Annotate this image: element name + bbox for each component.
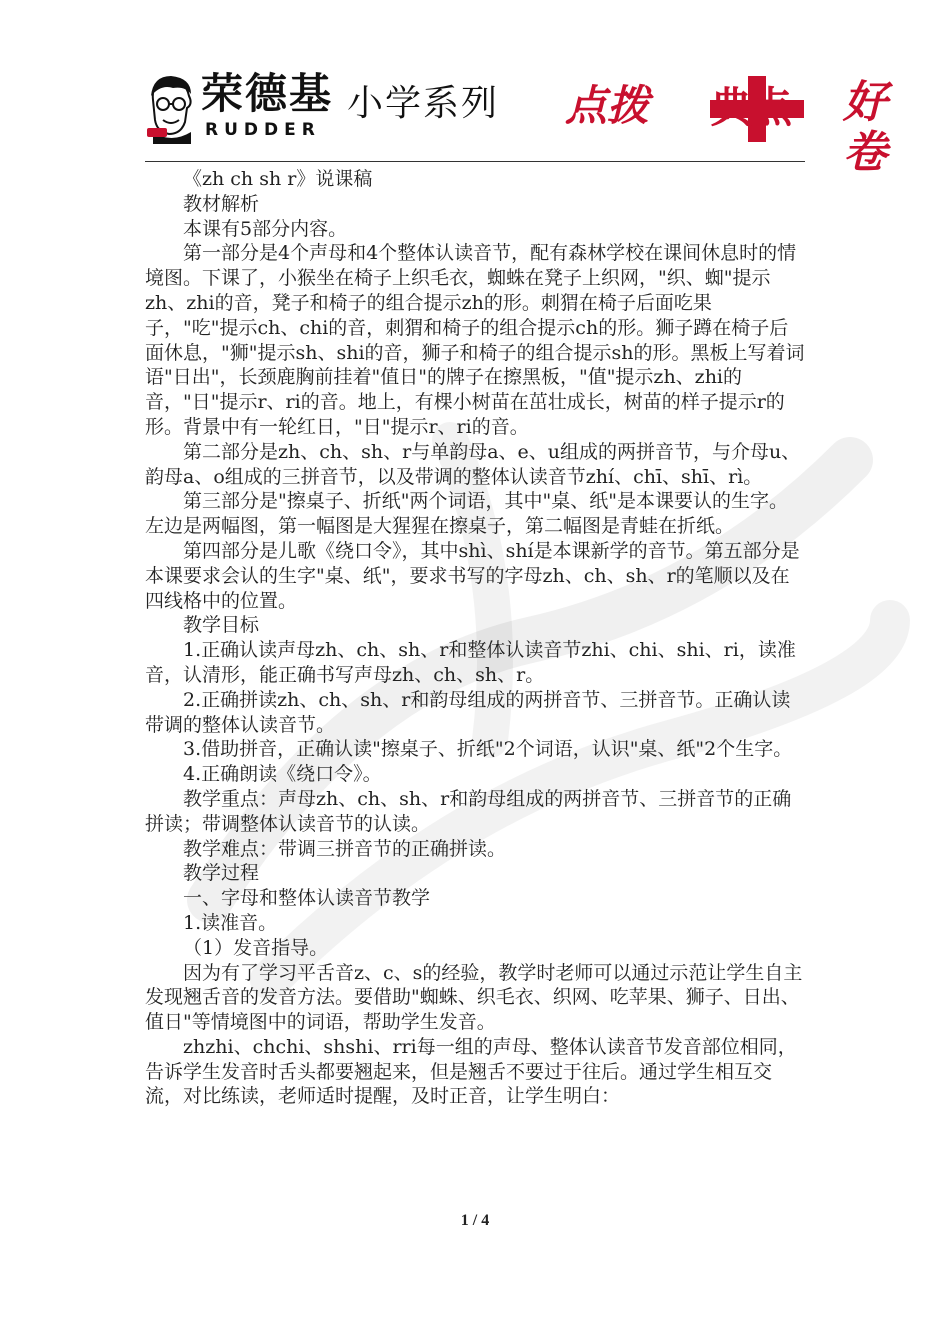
document-body bbox=[145, 167, 805, 1109]
page-total: 4 bbox=[481, 1212, 490, 1229]
brand-name-english: RUDDER bbox=[205, 120, 321, 140]
paragraph: 第一部分是4个声母和4个整体认读音节，配有森林学校在课间休息时的情境图。下课了，小猴坐在椅子上织毛衣，蜘蛛在凳子上织网，"织、蜘"提示zh、zhi的音，凳子和椅子的组合提示zh的形。刺猬在椅子后面吃果子，"吃"提示ch、chi的音，刺猬和椅子的组合提示ch的形。狮子蹲在椅子后面休息，"狮"提示sh、shi的音，狮子和椅子的组合提示sh的形。黑板上写着词语"日出"，长颈鹿胸前挂着"值日"的牌子在擦黑板，"值"提示zh、zhi的音，"日"提示r、ri的音。地上，有棵小树苗在茁壮成长，树苗的样子提示r的形。背景中有一轮红日，"日"提示r、ri的音。 bbox=[145, 242, 805, 438]
paragraph: zhzhi、chchi、shshi、rri每一组的声母、整体认读音节发音部位相同，告诉学生发音时舌头都要翘起来，但是翘舌不要过于往后。通过学生相互交流，对比练读，老师适时提醒，及时正音，让学生明白： bbox=[145, 1035, 797, 1108]
page-separator: / bbox=[468, 1212, 482, 1229]
diandian-logo bbox=[710, 76, 804, 142]
paragraph: 第四部分是儿歌《绕口令》，其中shì、shí是本课新学的音节。第五部分是本课要求会认的生字"桌、纸"，要求书写的字母zh、ch、sh、r的笔顺以及在四线格中的位置。 bbox=[145, 539, 800, 612]
paragraph: 本课有5部分内容。 bbox=[183, 217, 348, 240]
mascot-logo-icon bbox=[145, 74, 197, 144]
page-current: 1 bbox=[460, 1212, 469, 1229]
section-heading: 教学过程 bbox=[183, 862, 260, 885]
section-heading: 教学目标 bbox=[183, 614, 260, 637]
paragraph: 第三部分是"擦桌子、折纸"两个词语，其中"桌、纸"是本课要认的生字。左边是两幅图，第一幅图是大猩猩在擦桌子，第二幅图是青蛙在折纸。 bbox=[145, 490, 788, 538]
page-header bbox=[145, 68, 887, 178]
haojuan-logo: 好卷 bbox=[843, 77, 887, 178]
objective-item: 3.借助拼音，正确认读"擦桌子、折纸"2个词语，认识"桌、纸"2个生字。 bbox=[183, 738, 793, 761]
header-divider bbox=[145, 161, 805, 162]
subsection-heading: 一、字母和整体认读音节教学 bbox=[183, 887, 431, 910]
paragraph: 第二部分是zh、ch、sh、r与单韵母a、e、u组成的两拼音节，与介母u、韵母a、o组成的三拼音节，以及带调的整体认读音节zhí、chī、shī、rì。 bbox=[145, 440, 801, 488]
paragraph: 教学重点：声母zh、ch、sh、r和韵母组成的两拼音节、三拼音节的正确拼读；带调整体认读音节的认读。 bbox=[145, 787, 792, 835]
paragraph: 因为有了学习平舌音z、c、s的经验，教学时老师可以通过示范让学生自主发现翘舌音的发音方法。要借助"蜘蛛、织毛衣、织网、吃苹果、狮子、日出、值日"等情境图中的词语，帮助学生发音。 bbox=[145, 961, 803, 1034]
dianbo-logo: 点拨 bbox=[565, 81, 650, 130]
objective-item: 1.正确认读声母zh、ch、sh、r和整体认读音节zhi、chi、shi、ri，读准音，认清形，能正确书写声母zh、ch、sh、r。 bbox=[145, 639, 796, 686]
diandian-logo-text: 典点 bbox=[710, 83, 791, 132]
brand-name-chinese: 荣德基 bbox=[201, 69, 334, 118]
subsection-heading: 1.读准音。 bbox=[183, 911, 278, 934]
subsection-heading: （1）发音指导。 bbox=[183, 936, 329, 959]
objective-item: 2.正确拼读zh、ch、sh、r和韵母组成的两拼音节、三拼音节。正确认读带调的整体认读音节。 bbox=[145, 688, 791, 736]
doc-title: 《zh ch sh r》说课稿 bbox=[183, 168, 373, 190]
page-number bbox=[0, 1212, 950, 1230]
paragraph: 教学难点：带调三拼音节的正确拼读。 bbox=[183, 837, 507, 860]
section-heading: 教材解析 bbox=[183, 192, 260, 215]
objective-item: 4.正确朗读《绕口令》。 bbox=[183, 763, 382, 786]
series-title: 小学系列 bbox=[347, 83, 500, 124]
